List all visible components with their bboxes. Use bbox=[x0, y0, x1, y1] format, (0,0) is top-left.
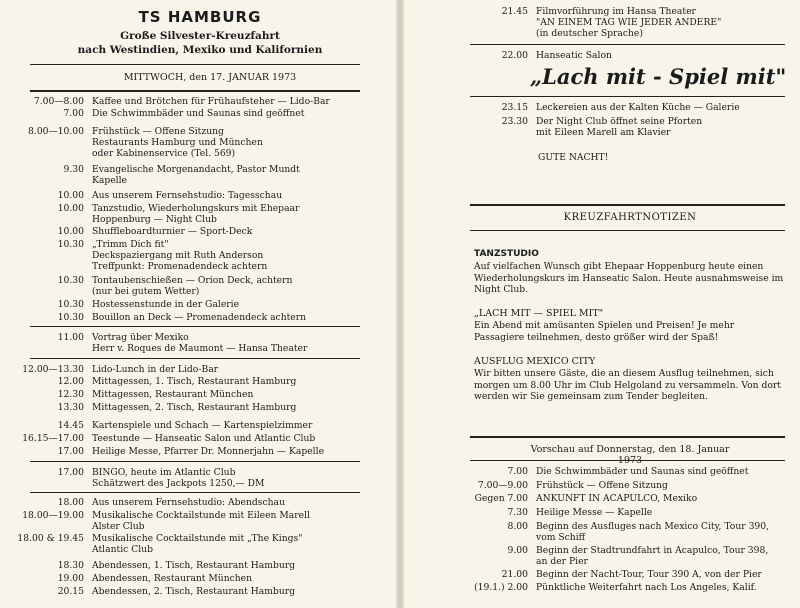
section-rule bbox=[30, 326, 360, 327]
event-time: 10.30 bbox=[57, 312, 84, 323]
event-desc: Heilige Messe — Kapelle bbox=[536, 507, 653, 518]
event-desc: Evangelische Morgenandacht, Pastor Mundt Kapelle bbox=[92, 164, 300, 186]
preview-title-rule bbox=[470, 460, 785, 461]
event-desc: Der Night Club öffnet seine Pforten mit Eileen Marell am Klavier bbox=[536, 116, 703, 138]
event-time: 11.00 bbox=[57, 332, 84, 343]
event-time: 18.00—19.00 bbox=[22, 510, 84, 521]
note-body: Wir bitten unsere Gäste, die an diesem Ausflug teilnehmen, sich morgen um 8.00 Uhr im Club Helgoland zu versammeln. Von dort werden wir Sie gemeinsam zum Tender begleiten. bbox=[474, 368, 781, 402]
event-time: 10.30 bbox=[57, 239, 84, 250]
note-heading: TANZSTUDIO bbox=[474, 249, 539, 259]
event-time: 8.00—10.00 bbox=[28, 126, 84, 137]
event-desc: Bouillon an Deck — Promenadendeck achtern bbox=[92, 312, 307, 323]
cruise-route: nach Westindien, Mexiko und Kalifornien bbox=[77, 44, 323, 56]
date-rule bbox=[30, 90, 360, 92]
event-time: 12.30 bbox=[57, 389, 84, 400]
event-time: 10.30 bbox=[57, 275, 84, 286]
event-desc: Beginn der Stadtrundfahrt in Acapulco, Tour 398, an der Pier bbox=[536, 545, 769, 567]
event-desc: Tontaubenschießen — Orion Deck, achtern (nur bei gutem Wetter) bbox=[92, 275, 293, 297]
event-desc: Filmvorführung im Hansa Theater "AN EINEM TAG WIE JEDER ANDERE" (in deutscher Sprache) bbox=[536, 6, 722, 39]
event-time: 18.00 bbox=[57, 497, 84, 508]
event-time: 16.15—17.00 bbox=[22, 433, 84, 444]
event-desc: Lido-Lunch in der Lido-Bar bbox=[92, 364, 219, 375]
note-heading: „LACH MIT — SPIEL MIT" bbox=[474, 308, 604, 319]
event-desc: Beginn der Nacht-Tour, Tour 390 A, von der Pier bbox=[536, 569, 762, 580]
event-time: 20.15 bbox=[57, 586, 84, 597]
event-time: 19.00 bbox=[57, 573, 84, 584]
section-rule bbox=[30, 492, 360, 493]
event-time: 10.00 bbox=[57, 190, 84, 201]
event-desc: Frühstück — Offene Sitzung bbox=[536, 480, 668, 491]
event-time: 17.00 bbox=[57, 467, 84, 478]
header-rule bbox=[30, 64, 360, 65]
notes-title: KREUZFAHRTNOTIZEN bbox=[563, 212, 697, 223]
event-desc: Abendessen, 1. Tisch, Restaurant Hamburg bbox=[92, 560, 296, 571]
section-rule bbox=[470, 44, 785, 45]
event-desc: Die Schwimmbäder und Saunas sind geöffnet bbox=[536, 466, 749, 477]
event-time: 21.00 bbox=[501, 569, 528, 580]
event-time: 10.00 bbox=[57, 203, 84, 214]
event-time: 13.30 bbox=[57, 402, 84, 413]
notes-top-rule bbox=[470, 204, 785, 206]
event-desc: Mittagessen, 1. Tisch, Restaurant Hamburg bbox=[92, 376, 297, 387]
ship-title: TS HAMBURG bbox=[138, 8, 262, 26]
event-desc: Vortrag über Mexiko Herr v. Roques de Maumont — Hansa Theater bbox=[92, 332, 308, 354]
event-time: 8.00 bbox=[507, 521, 528, 532]
event-desc: Leckereien aus der Kalten Küche — Galerie bbox=[536, 102, 740, 113]
section-rule bbox=[470, 96, 785, 97]
event-time: 21.45 bbox=[501, 6, 528, 17]
event-desc: BINGO, heute im Atlantic Club Schätzwert des Jackpots 1250,— DM bbox=[92, 467, 265, 489]
event-desc: Musikalische Cocktailstunde mit „The Kings" Atlantic Club bbox=[92, 533, 303, 555]
event-desc: Frühstück — Offene Sitzung Restaurants Hamburg und München oder Kabinenservice (Tel. 569) bbox=[92, 126, 263, 159]
event-time: 12.00—13.30 bbox=[22, 364, 84, 375]
event-desc: Aus unserem Fernsehstudio: Abendschau bbox=[92, 497, 285, 508]
event-time: 7.00—9.00 bbox=[477, 480, 528, 491]
event-time: 18.30 bbox=[57, 560, 84, 571]
notes-title-rule bbox=[470, 230, 785, 231]
event-desc: „Trimm Dich fit" Deckspaziergang mit Ruth Anderson Treffpunkt: Promenadendeck achtern bbox=[92, 239, 268, 272]
event-desc: Hanseatic Salon bbox=[536, 50, 612, 61]
page-fold bbox=[396, 0, 404, 608]
good-night: GUTE NACHT! bbox=[538, 152, 609, 163]
event-time: 23.15 bbox=[501, 102, 528, 113]
event-time: 7.30 bbox=[507, 507, 528, 518]
event-time: 7.00—8.00 bbox=[33, 96, 84, 107]
event-time: Gegen 7.00 bbox=[474, 493, 528, 504]
event-time: 10.30 bbox=[57, 299, 84, 310]
event-desc: Musikalische Cocktailstunde mit Eileen Marell Alster Club bbox=[92, 510, 310, 532]
event-desc: Tanzstudio, Wiederholungskurs mit Ehepaar Hoppenburg — Night Club bbox=[92, 203, 300, 225]
note-heading: AUSFLUG MEXICO CITY bbox=[474, 356, 596, 367]
event-desc: Abendessen, 2. Tisch, Restaurant Hamburg bbox=[92, 586, 296, 597]
event-time: 18.00 & 19.45 bbox=[17, 533, 84, 544]
event-time: 10.00 bbox=[57, 226, 84, 237]
event-desc: Heilige Messe, Pfarrer Dr. Monnerjahn — Kapelle bbox=[92, 446, 325, 457]
event-time: 9.30 bbox=[63, 164, 84, 175]
event-desc: Mittagessen, Restaurant München bbox=[92, 389, 254, 400]
note-body: Auf vielfachen Wunsch gibt Ehepaar Hoppenburg heute einen Wiederholungskurs im Hanseatic Salon. Heute ausnahmsweise im Night Club. bbox=[474, 261, 784, 295]
section-rule bbox=[30, 358, 360, 359]
event-time: 12.00 bbox=[57, 376, 84, 387]
event-time: 7.00 bbox=[63, 108, 84, 119]
event-desc: Teestunde — Hanseatic Salon und Atlantic Club bbox=[92, 433, 316, 444]
note-body: Ein Abend mit amüsanten Spielen und Preisen! Je mehr Passagiere teilnehmen, desto größer wird der Spaß! bbox=[474, 320, 735, 343]
preview-title: Vorschau auf Donnerstag, den 18. Januar 1973 bbox=[530, 444, 730, 466]
event-desc: Abendessen, Restaurant München bbox=[92, 573, 253, 584]
cruise-subtitle: Große Silvester-Kreuzfahrt bbox=[120, 30, 280, 42]
event-time: 14.45 bbox=[57, 420, 84, 431]
event-desc: Aus unserem Fernsehstudio: Tagesschau bbox=[92, 190, 283, 201]
event-desc: Kartenspiele und Schach — Kartenspielzimmer bbox=[92, 420, 313, 431]
lach-mit-headline: „Lach mit - Spiel mit" bbox=[530, 64, 787, 89]
event-desc: Hostessenstunde in der Galerie bbox=[92, 299, 240, 310]
preview-top-rule bbox=[470, 436, 785, 438]
event-time: 22.00 bbox=[501, 50, 528, 61]
event-desc: Die Schwimmbäder und Saunas sind geöffnet bbox=[92, 108, 305, 119]
event-time: (19.1.) 2.00 bbox=[474, 582, 528, 593]
event-time: 23.30 bbox=[501, 116, 528, 127]
event-time: 9.00 bbox=[507, 545, 528, 556]
event-desc: Shuffleboardturnier — Sport-Deck bbox=[92, 226, 253, 237]
day-heading: MITTWOCH, den 17. JANUAR 1973 bbox=[123, 72, 297, 83]
event-desc: Mittagessen, 2. Tisch, Restaurant Hamburg bbox=[92, 402, 297, 413]
event-desc: Pünktliche Weiterfahrt nach Los Angeles, Kalif. bbox=[536, 582, 757, 593]
event-time: 17.00 bbox=[57, 446, 84, 457]
section-rule bbox=[30, 461, 360, 462]
event-desc: Beginn des Ausfluges nach Mexico City, Tour 390, vom Schiff bbox=[536, 521, 770, 543]
event-time: 7.00 bbox=[507, 466, 528, 477]
event-desc: Kaffee und Brötchen für Frühaufsteher — Lido-Bar bbox=[92, 96, 330, 107]
event-desc: ANKUNFT IN ACAPULCO, Mexiko bbox=[536, 493, 698, 504]
